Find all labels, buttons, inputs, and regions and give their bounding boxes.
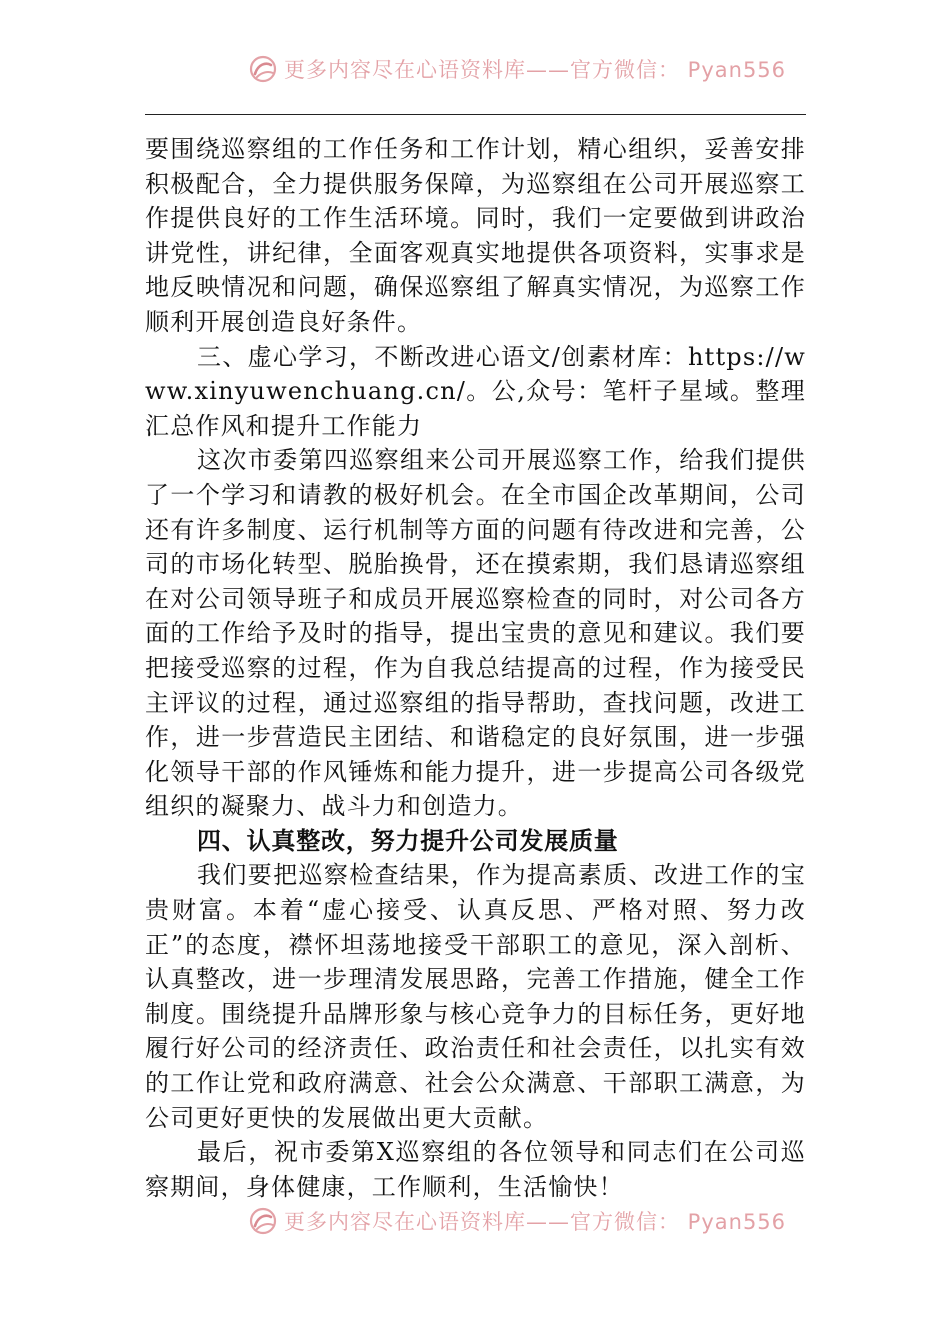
watermark-logo-icon (248, 54, 278, 84)
watermark-text: 更多内容尽在心语资料库——官方微信： Pyan556 (284, 58, 787, 82)
watermark-text: 更多内容尽在心语资料库——官方微信： Pyan556 (284, 1210, 787, 1234)
watermark-logo-icon (248, 1206, 278, 1236)
document-body (145, 132, 806, 1204)
header-divider (145, 114, 806, 115)
paragraph-intro-continuation: 要围绕巡察组的工作任务和工作计划，精心组织，妥善安排积极配合，全力提供服务保障，为巡察组在公司开展巡察工作提供良好的工作生活环境。同时，我们一定要做到讲政治讲党性，讲纪律，全面客观真实地提供各项资料，实事求是地反映情况和问题，确保巡察组了解真实情况，为巡察工作顺利开展创造良好条件。 (145, 135, 806, 336)
section-four-heading: 四、认真整改，努力提升公司发展质量 (197, 825, 619, 855)
paragraph-closing: 最后，祝市委第X巡察组的各位领导和同志们在公司巡察期间，身体健康，工作顺利，生活愉快！ (145, 1138, 806, 1201)
paragraph-section-three-body: 这次市委第四巡察组来公司开展巡察工作，给我们提供了一个学习和请教的极好机会。在全市国企改革期间，公司还有许多制度、运行机制等方面的问题有待改进和完善，公司的市场化转型、脱胎换骨，还在摸索期，我们恳请巡察组在对公司领导班子和成员开展巡察检查的同时，对公司各方面的工作给予及时的指导，提出宝贵的意见和建议。我们要把接受巡察的过程，作为自我总结提高的过程，作为接受民主评议的过程，通过巡察组的指导帮助，查找问题，改进工作，进一步营造民主团结、和谐稳定的良好氛围，进一步强化领导干部的作风锤炼和能力提升，进一步提高公司各级党组织的凝聚力、战斗力和创造力。 (145, 446, 806, 821)
header-watermark (248, 54, 786, 84)
footer-watermark (248, 1206, 786, 1236)
paragraph-section-four-body: 我们要把巡察检查结果，作为提高素质、改进工作的宝贵财富。本着“虚心接受、认真反思、严格对照、努力改正”的态度，襟怀坦荡地接受干部职工的意见，深入剖析、认真整改，进一步理清发展思路，完善工作措施，健全工作制度。围绕提升品牌形象与核心竞争力的目标任务，更好地履行好公司的经济责任、政治责任和社会责任，以扎实有效的工作让党和政府满意、社会公众满意、干部职工满意，为公司更好更快的发展做出更大贡献。 (145, 861, 806, 1132)
section-three-heading: 三、虚心学习，不断改进心语文/创素材库：https://www.xinyuwenchuang.cn/。公,众号：笔杆子星域。整理汇总作风和提升工作能力 (145, 342, 806, 440)
